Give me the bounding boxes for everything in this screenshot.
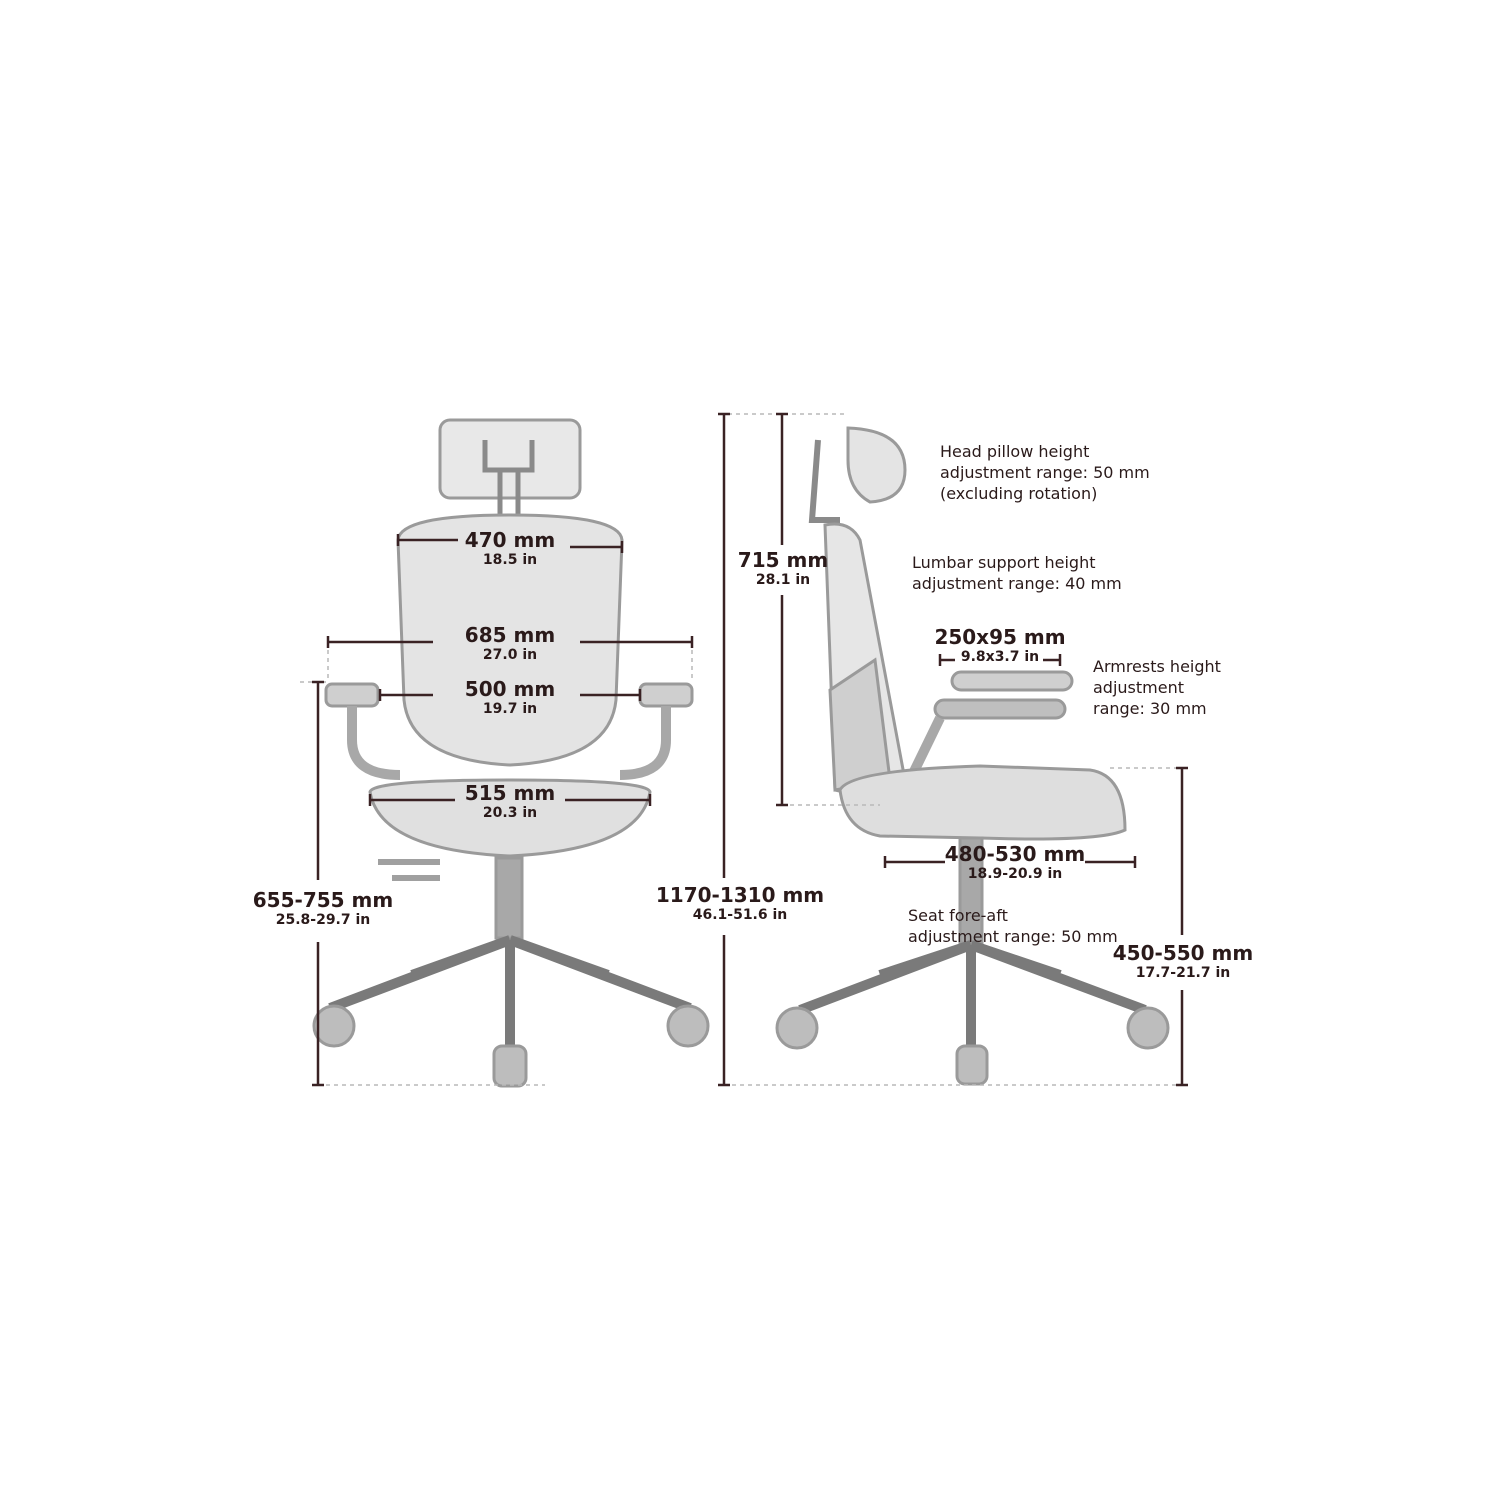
dim-mm: 685 mm	[464, 623, 556, 647]
dim-655-upper	[312, 682, 324, 880]
dim-mm: 470 mm	[464, 528, 556, 552]
note-lumbar	[912, 552, 1122, 594]
dim-label-overall-width	[455, 624, 565, 664]
dim-label-seat-width	[455, 782, 565, 822]
note-line: Seat fore-aft	[908, 906, 1008, 925]
side-caster-left	[777, 1008, 817, 1048]
dim-in: 17.7-21.7 in	[1135, 965, 1231, 981]
note-line: (excluding rotation)	[940, 484, 1098, 503]
front-cylinder	[496, 858, 522, 938]
dim-1170-lower	[718, 935, 730, 1085]
dim-450-upper	[1176, 768, 1188, 935]
dim-in: 18.9-20.9 in	[967, 866, 1063, 882]
dim-in: 19.7 in	[482, 701, 538, 717]
note-line: adjustment range: 50 mm	[908, 927, 1118, 946]
dim-label-armrest-pad	[930, 626, 1070, 666]
dim-480-right	[1085, 856, 1135, 868]
side-seat	[840, 766, 1125, 839]
front-lever	[378, 862, 440, 878]
dim-715-upper	[776, 414, 788, 545]
dim-450-lower	[1176, 990, 1188, 1085]
front-caster-left	[314, 1006, 354, 1046]
dim-label-backrest-height	[735, 549, 831, 589]
dim-mm: 250x95 mm	[934, 625, 1066, 649]
dim-1170-upper	[718, 414, 730, 878]
dim-mm: 715 mm	[737, 548, 829, 572]
dim-mm: 480-530 mm	[944, 842, 1086, 866]
dim-715-lower	[776, 595, 788, 805]
front-armrest-left-arm	[352, 706, 400, 775]
front-chair-illustration	[314, 420, 708, 1086]
dim-mm: 1170-1310 mm	[655, 883, 825, 907]
note-armrests	[1093, 656, 1221, 719]
dim-in: 20.3 in	[482, 805, 538, 821]
dim-in: 9.8x3.7 in	[960, 649, 1040, 665]
note-line: adjustment range: 40 mm	[912, 574, 1122, 593]
side-chair-illustration	[777, 428, 1168, 1084]
front-armrest-right-arm	[620, 706, 666, 775]
dim-mm: 450-550 mm	[1112, 941, 1254, 965]
side-headrest	[848, 428, 905, 502]
side-armrest-bottom	[935, 700, 1065, 718]
dim-480-left	[885, 856, 945, 868]
note-line: adjustment range: 50 mm	[940, 463, 1150, 482]
dim-in: 46.1-51.6 in	[692, 907, 788, 923]
note-line: range: 30 mm	[1093, 699, 1207, 718]
front-headrest	[440, 420, 580, 498]
dim-mm: 655-755 mm	[252, 888, 394, 912]
dim-in: 28.1 in	[755, 572, 811, 588]
side-base	[800, 945, 1145, 1050]
dim-label-armrest-height	[243, 889, 403, 929]
note-line: adjustment	[1093, 678, 1184, 697]
dim-mm: 500 mm	[464, 677, 556, 701]
dim-mm: 515 mm	[464, 781, 556, 805]
front-armrest-left	[326, 684, 378, 706]
dim-label-seat-depth	[940, 843, 1090, 883]
dim-in: 25.8-29.7 in	[275, 912, 371, 928]
note-head-pillow	[940, 441, 1150, 504]
dim-in: 18.5 in	[482, 552, 538, 568]
side-caster-center	[957, 1046, 987, 1084]
note-line: Lumbar support height	[912, 553, 1096, 572]
dim-label-seat-height	[1108, 942, 1258, 982]
side-armrest-top	[952, 672, 1072, 690]
dim-in: 27.0 in	[482, 647, 538, 663]
note-line: Head pillow height	[940, 442, 1090, 461]
front-base	[330, 940, 690, 1050]
front-caster-right	[668, 1006, 708, 1046]
side-headrest-bracket	[812, 440, 840, 520]
note-seat-fore-aft	[908, 905, 1118, 947]
dim-label-inner-armrest-width	[455, 678, 565, 718]
front-caster-center	[494, 1046, 526, 1086]
front-armrest-right	[640, 684, 692, 706]
dim-label-overall-height	[645, 884, 835, 924]
dim-label-headrest-width	[460, 529, 560, 569]
guide-lines	[300, 414, 1185, 1085]
side-caster-right	[1128, 1008, 1168, 1048]
note-line: Armrests height	[1093, 657, 1221, 676]
